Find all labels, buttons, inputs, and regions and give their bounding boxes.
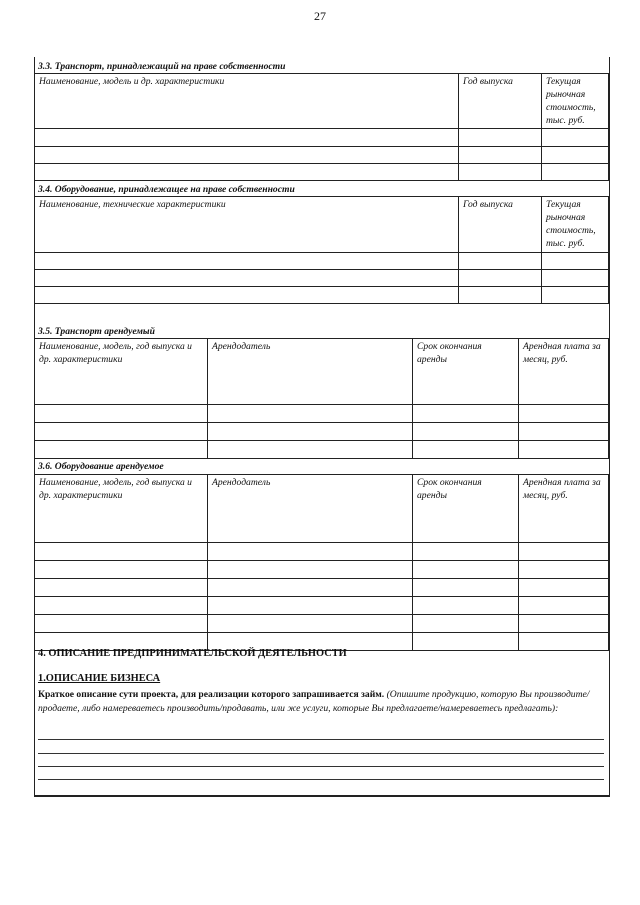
col-header-year: Год выпуска	[459, 74, 542, 129]
table-cell[interactable]	[35, 147, 459, 164]
table-cell[interactable]	[519, 579, 609, 597]
table-cell[interactable]	[208, 423, 413, 441]
table-cell[interactable]	[459, 164, 542, 181]
table-cell[interactable]	[35, 597, 208, 615]
table-cell[interactable]	[413, 543, 519, 561]
col-header-lessor: Арендодатель	[208, 339, 413, 405]
prompt-italic-text: (Опишите продукцию, которую Вы производите/продаете, либо намереваетесь производить/продавать, или же услуги, которые Вы предлагаете/намереваетесь предлагать):	[38, 689, 590, 714]
section-3-6-title: 3.6. Оборудование арендуемое	[38, 461, 164, 472]
table-cell[interactable]	[519, 597, 609, 615]
table-cell[interactable]	[459, 253, 542, 270]
answer-line[interactable]	[38, 739, 604, 740]
table-cell[interactable]	[35, 579, 208, 597]
business-description-heading: 1.ОПИСАНИЕ БИЗНЕСА	[38, 673, 161, 684]
col-header-lease-end: Срок окончания аренды	[413, 475, 519, 543]
table-cell[interactable]	[413, 615, 519, 633]
table-cell[interactable]	[35, 441, 208, 459]
prompt-bold-text: Краткое описание сути проекта, для реализации которого запрашивается займ.	[38, 689, 385, 700]
col-header-name: Наименование, модель, год выпуска и др. характеристики	[35, 339, 208, 405]
table-cell[interactable]	[542, 270, 609, 287]
table-cell[interactable]	[208, 561, 413, 579]
table-cell[interactable]	[542, 253, 609, 270]
table-cell[interactable]	[542, 129, 609, 147]
section-3-6-table	[34, 474, 609, 651]
col-header-year: Год выпуска	[459, 197, 542, 253]
table-cell[interactable]	[542, 164, 609, 181]
table-cell[interactable]	[208, 597, 413, 615]
table-cell[interactable]	[519, 405, 609, 423]
section-3-5-table	[34, 338, 609, 459]
table-cell[interactable]	[208, 441, 413, 459]
table-cell[interactable]	[35, 405, 208, 423]
section-3-3-table	[34, 73, 609, 181]
page-number: 27	[314, 9, 326, 23]
table-cell[interactable]	[35, 423, 208, 441]
table-cell[interactable]	[413, 405, 519, 423]
table-cell[interactable]	[413, 579, 519, 597]
table-cell[interactable]	[519, 543, 609, 561]
col-header-lease-end: Срок окончания аренды	[413, 339, 519, 405]
table-cell[interactable]	[542, 287, 609, 304]
table-cell[interactable]	[459, 129, 542, 147]
answer-line[interactable]	[38, 779, 604, 780]
answer-line[interactable]	[38, 753, 604, 754]
table-cell[interactable]	[208, 579, 413, 597]
table-cell[interactable]	[208, 405, 413, 423]
table-cell[interactable]	[413, 561, 519, 579]
table-cell[interactable]	[35, 561, 208, 579]
col-header-lessor: Арендодатель	[208, 475, 413, 543]
section-3-5-title: 3.5. Транспорт арендуемый	[38, 326, 155, 337]
table-cell[interactable]	[519, 615, 609, 633]
table-cell[interactable]	[413, 597, 519, 615]
col-header-monthly-rent: Арендная плата за месяц, руб.	[519, 339, 609, 405]
col-header-name: Наименование, модель, год выпуска и др. характеристики	[35, 475, 208, 543]
table-cell[interactable]	[35, 253, 459, 270]
table-cell[interactable]	[519, 423, 609, 441]
table-cell[interactable]	[35, 543, 208, 561]
table-cell[interactable]	[519, 441, 609, 459]
col-header-name: Наименование, технические характеристики	[35, 197, 459, 253]
section-3-3-title: 3.3. Транспорт, принадлежащий на праве собственности	[38, 61, 286, 72]
section-3-4-table	[34, 196, 609, 304]
section-4-title: 4. ОПИСАНИЕ ПРЕДПРИНИМАТЕЛЬСКОЙ ДЕЯТЕЛЬНОСТИ	[38, 648, 347, 659]
table-cell[interactable]	[459, 147, 542, 164]
col-header-market-value: Текущая рыночная стоимость, тыс. руб.	[542, 197, 609, 253]
table-cell[interactable]	[35, 129, 459, 147]
section-3-4-title: 3.4. Оборудование, принадлежащее на праве собственности	[38, 184, 295, 195]
table-cell[interactable]	[519, 561, 609, 579]
table-cell[interactable]	[413, 441, 519, 459]
table-cell[interactable]	[35, 270, 459, 287]
col-header-monthly-rent: Арендная плата за месяц, руб.	[519, 475, 609, 543]
table-cell[interactable]	[208, 543, 413, 561]
table-cell[interactable]	[208, 615, 413, 633]
table-cell[interactable]	[542, 147, 609, 164]
col-header-name: Наименование, модель и др. характеристики	[35, 74, 459, 129]
table-cell[interactable]	[35, 164, 459, 181]
table-cell[interactable]	[35, 615, 208, 633]
business-description-prompt	[38, 688, 604, 716]
section-4-block	[38, 648, 604, 716]
table-cell[interactable]	[413, 423, 519, 441]
answer-line[interactable]	[38, 766, 604, 767]
col-header-market-value: Текущая рыночная стоимость, тыс. руб.	[542, 74, 609, 129]
table-cell[interactable]	[35, 287, 459, 304]
table-cell[interactable]	[459, 270, 542, 287]
table-cell[interactable]	[459, 287, 542, 304]
